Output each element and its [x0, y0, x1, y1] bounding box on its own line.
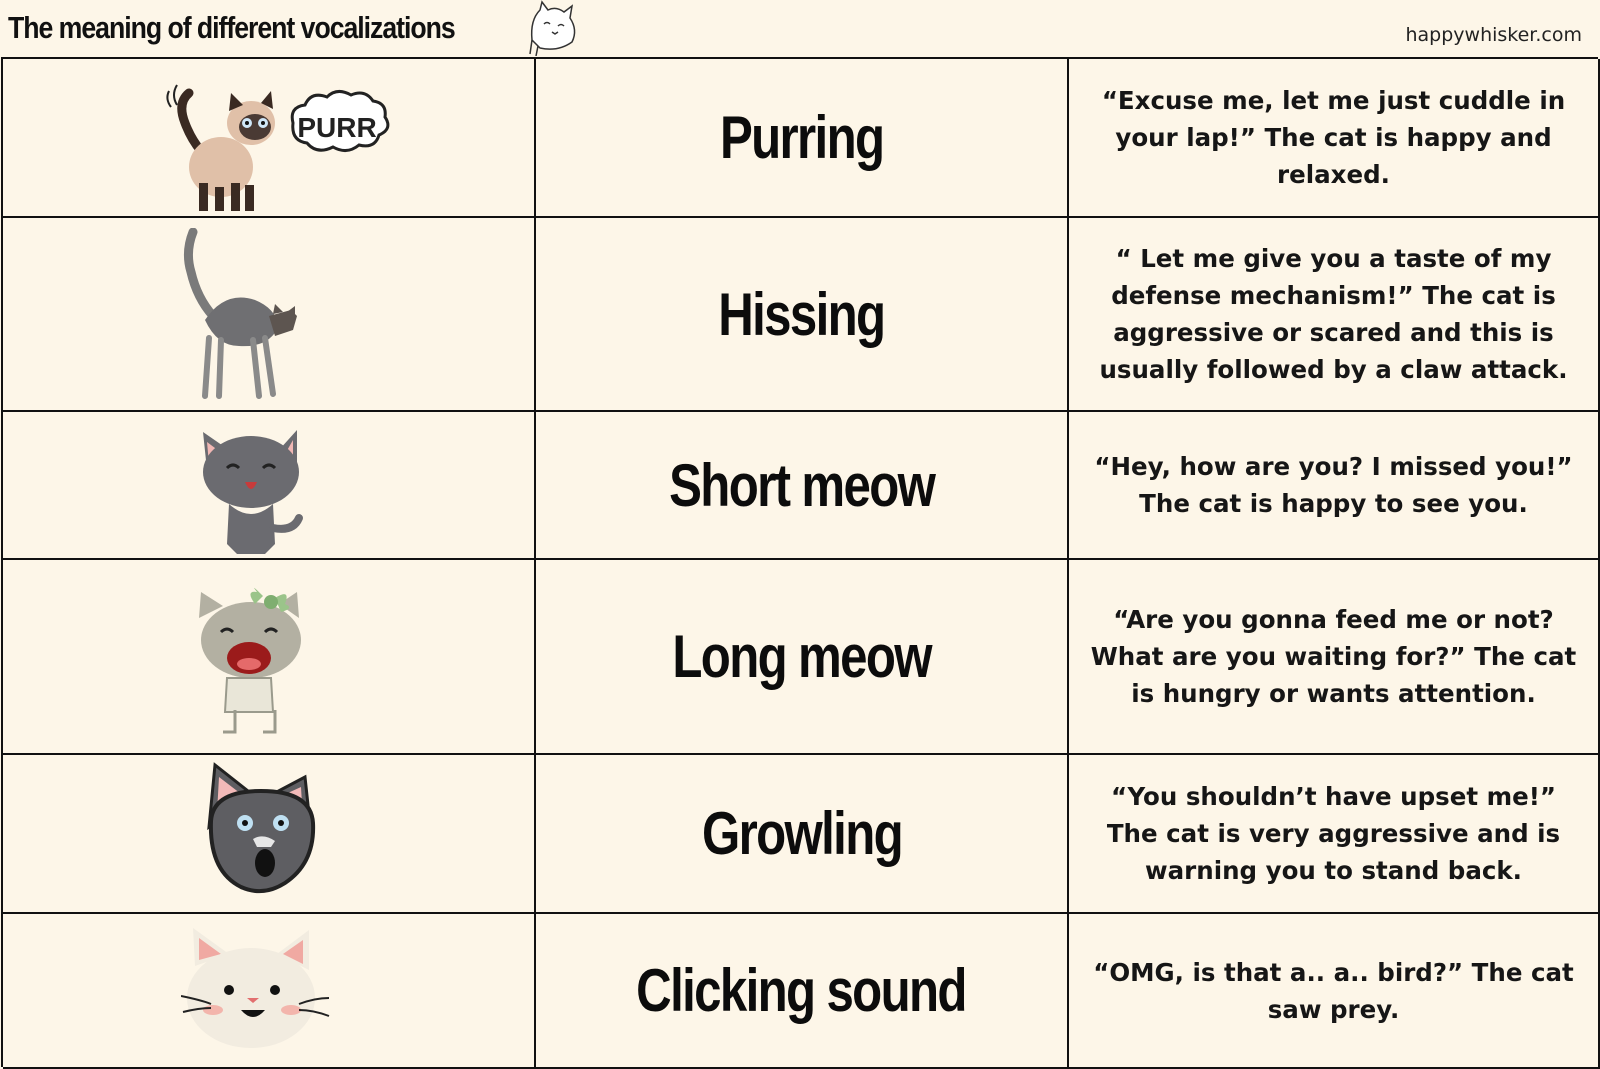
- image-cell: [3, 914, 536, 1069]
- vocalization-name: Growling: [701, 800, 902, 867]
- vocalization-name-cell: [536, 218, 1069, 412]
- vocalization-meaning: “ Let me give you a taste of my defense mechanism!” The cat is aggressive or scared and this is usually followed by a claw attack.: [1099, 244, 1568, 384]
- white-cat-face-chattering-icon: [181, 926, 331, 1052]
- gray-kitten-meowing-icon: [193, 424, 313, 556]
- vocalization-meaning: “You shouldn’t have upset me!” The cat is very aggressive and is warning you to stand back.: [1106, 782, 1561, 885]
- purr-bubble-text: PURR: [297, 112, 377, 143]
- vocalization-meaning-cell: [1069, 755, 1600, 914]
- vocalization-meaning-cell: [1069, 560, 1600, 755]
- cat-peeking-icon: [528, 0, 580, 56]
- vocalization-name: Hissing: [718, 280, 885, 348]
- image-cell: [3, 412, 536, 560]
- image-cell: [3, 755, 536, 914]
- image-cell: [3, 59, 536, 218]
- siamese-cat-purring-icon: [163, 79, 423, 214]
- site-url: happywhisker.com: [1405, 24, 1582, 46]
- image-cell: [3, 218, 536, 412]
- gray-cat-face-growling-icon: [201, 761, 323, 899]
- vocalization-meaning-cell: [1069, 218, 1600, 412]
- vocalization-meaning: “Are you gonna feed me or not? What are you waiting for?” The cat is hungry or wants attention.: [1090, 605, 1577, 708]
- vocalization-name-cell: [536, 59, 1069, 218]
- vocalization-name-cell: [536, 914, 1069, 1069]
- kitten-with-bow-yowling-icon: [195, 582, 319, 736]
- vocalization-meaning: “Hey, how are you? I missed you!” The cat is happy to see you.: [1094, 452, 1573, 518]
- vocalization-name: Clicking sound: [636, 957, 967, 1024]
- vocalization-name-cell: [536, 412, 1069, 560]
- header: [0, 0, 1600, 58]
- arched-cat-hissing-icon: [175, 228, 305, 408]
- vocalization-name: Purring: [719, 104, 884, 171]
- image-cell: [3, 560, 536, 755]
- vocalization-meaning-cell: [1069, 412, 1600, 560]
- vocalization-name-cell: [536, 560, 1069, 755]
- vocalization-meaning: “OMG, is that a.. a.. bird?” The cat saw prey.: [1093, 957, 1574, 1024]
- vocalization-meaning: “Excuse me, let me just cuddle in your lap!” The cat is happy and relaxed.: [1101, 86, 1566, 189]
- vocalization-table: [1, 57, 1598, 1067]
- vocalization-meaning-cell: [1069, 59, 1600, 218]
- vocalization-meaning-cell: [1069, 914, 1600, 1069]
- vocalization-name: Short meow: [668, 451, 935, 519]
- page-title: The meaning of different vocalizations: [8, 10, 455, 45]
- vocalization-name: Long meow: [672, 623, 931, 690]
- vocalization-name-cell: [536, 755, 1069, 914]
